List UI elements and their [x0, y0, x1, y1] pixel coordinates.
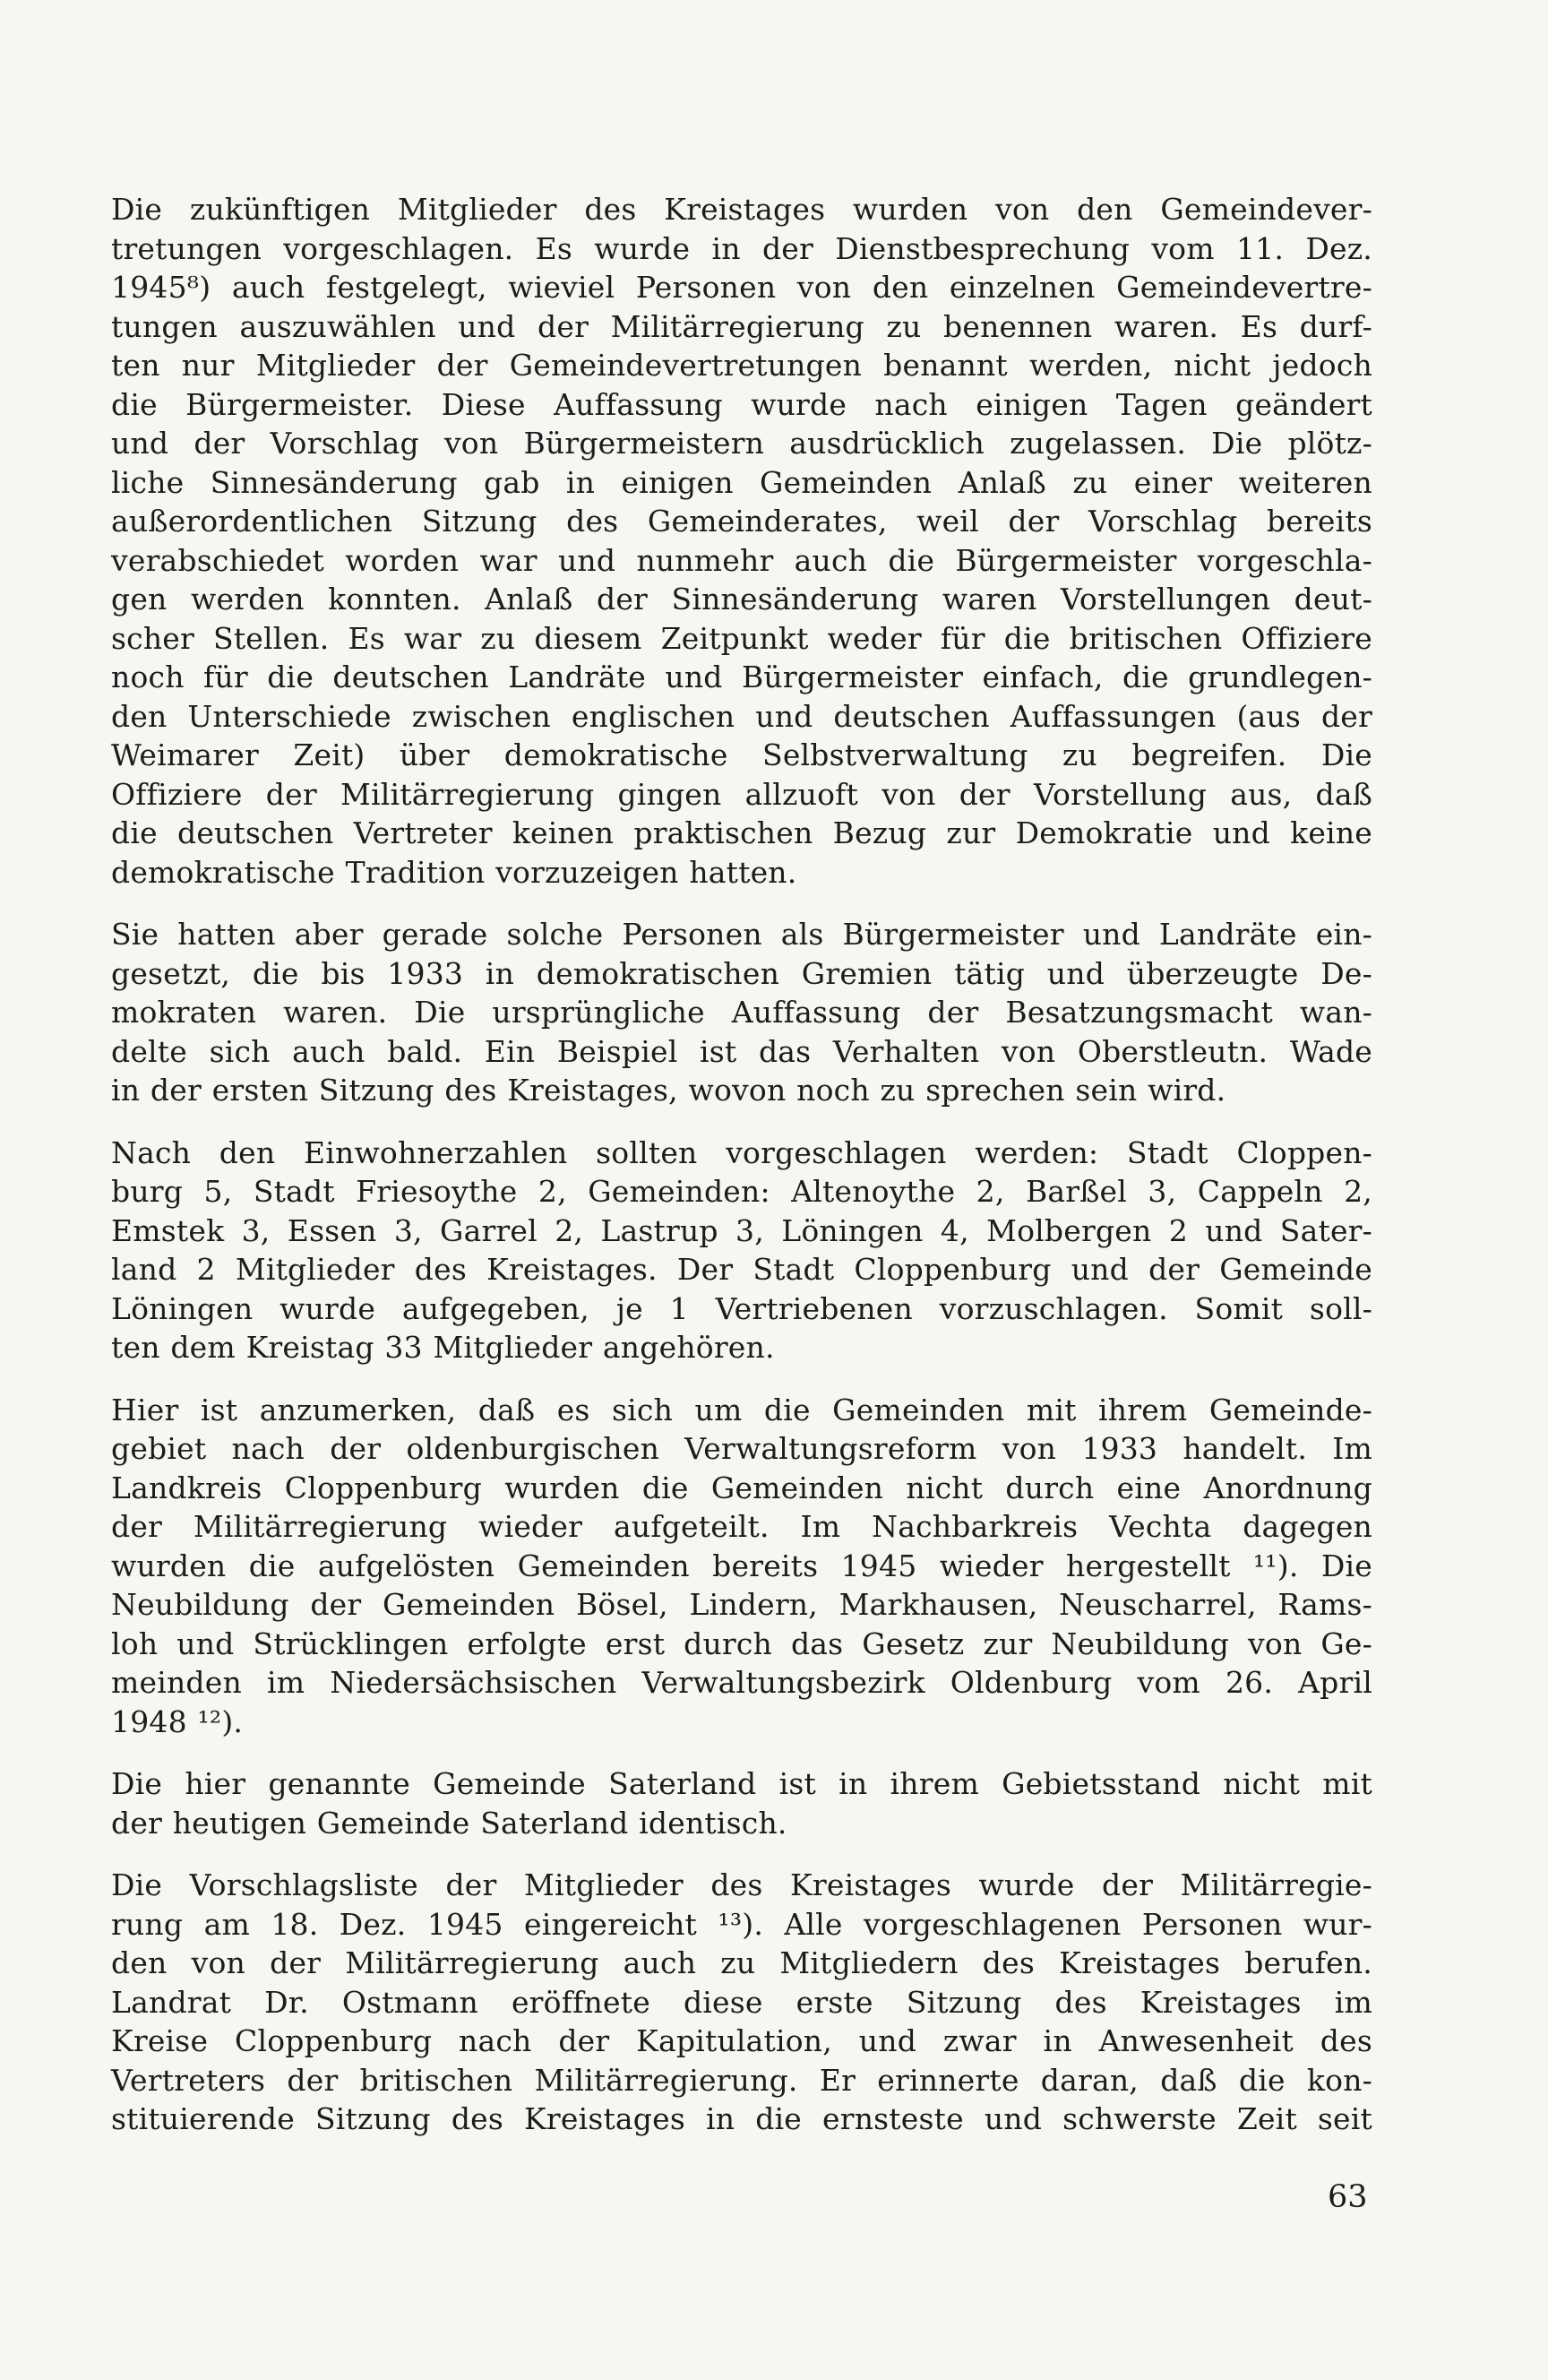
- text-line: Emstek 3, Essen 3, Garrel 2, Lastrup 3, Löningen 4, Molbergen 2 und Sater-: [111, 1212, 1372, 1248]
- text-line: wurden die aufgelösten Gemeinden bereits 1945 wieder hergestellt ¹¹). Die: [111, 1548, 1372, 1583]
- text-line: liche Sinnesänderung gab in einigen Gemeinden Anlaß zu einer weiteren: [111, 464, 1372, 500]
- text-line: 1948 ¹²).: [111, 1703, 244, 1739]
- text-line: Sie hatten aber gerade solche Personen als Bürgermeister und Landräte ein-: [111, 917, 1372, 952]
- text-line: mokraten waren. Die ursprüngliche Auffassung der Besatzungsmacht wan-: [111, 995, 1372, 1030]
- text-line: ten nur Mitglieder der Gemeindevertretungen benannt werden, nicht jedoch: [111, 348, 1372, 383]
- text-line: gen werden konnten. Anlaß der Sinnesänderung waren Vorstellungen deut-: [111, 582, 1372, 617]
- text-line: Landkreis Cloppenburg wurden die Gemeinden nicht durch eine Anordnung: [111, 1470, 1372, 1505]
- text-line: der heutigen Gemeinde Saterland identisch.: [111, 1805, 787, 1841]
- text-line: und der Vorschlag von Bürgermeistern ausdrücklich zugelassen. Die plötz-: [111, 426, 1372, 461]
- text-line: tretungen vorgeschlagen. Es wurde in der Dienstbesprechung vom 11. Dez.: [111, 230, 1372, 266]
- paragraph-4: [111, 1391, 1372, 1742]
- paragraph-5: [111, 1764, 1372, 1842]
- text-line: noch für die deutschen Landräte und Bürgermeister einfach, die grundlegen-: [111, 660, 1372, 694]
- paragraph-6: [111, 1866, 1372, 2139]
- text-line: Nach den Einwohnerzahlen sollten vorgeschlagen werden: Stadt Cloppen-: [111, 1134, 1372, 1170]
- text-line: delte sich auch bald. Ein Beispiel ist das Verhalten von Oberstleutn. Wade: [111, 1033, 1372, 1069]
- text-line: scher Stellen. Es war zu diesem Zeitpunkt weder für die britischen Offiziere: [111, 620, 1372, 656]
- text-line: stituierende Sitzung des Kreistages in die ernsteste und schwerste Zeit seit: [111, 2101, 1372, 2136]
- text-line: verabschiedet worden war und nunmehr auch die Bürgermeister vorgeschla-: [111, 542, 1372, 578]
- text-line: loh und Strücklingen erfolgte erst durch das Gesetz zur Neubildung von Ge-: [111, 1625, 1372, 1661]
- text-line: Landrat Dr. Ostmann eröffnete diese erste Sitzung des Kreistages im: [111, 1984, 1372, 2020]
- text-line: burg 5, Stadt Friesoythe 2, Gemeinden: Altenoythe 2, Barßel 3, Cappeln 2,: [111, 1174, 1372, 1209]
- paragraph-2: [111, 915, 1372, 1110]
- text-line: Kreise Cloppenburg nach der Kapitulation, und zwar in Anwesenheit des: [111, 2023, 1372, 2058]
- page-number: 63: [1328, 2179, 1368, 2215]
- paragraph-3: [111, 1134, 1372, 1367]
- text-line: die deutschen Vertreter keinen praktischen Bezug zur Demokratie und keine: [111, 815, 1372, 850]
- text-line: den von der Militärregierung auch zu Mitgliedern des Kreistages berufen.: [111, 1945, 1372, 1980]
- text-line: Neubildung der Gemeinden Bösel, Lindern, Markhausen, Neuscharrel, Rams-: [111, 1587, 1372, 1622]
- text-line: land 2 Mitglieder des Kreistages. Der Stadt Cloppenburg und der Gemeinde: [111, 1252, 1372, 1287]
- text-line: Hier ist anzumerken, daß es sich um die Gemeinden mit ihrem Gemeinde-: [111, 1392, 1372, 1427]
- text-line: gesetzt, die bis 1933 in demokratischen Gremien tätig und überzeugte De-: [111, 955, 1372, 991]
- text-line: gebiet nach der oldenburgischen Verwaltungsreform von 1933 handelt. Im: [111, 1431, 1372, 1466]
- text-line: ten dem Kreistag 33 Mitglieder angehören.: [111, 1330, 775, 1365]
- text-line: die Bürgermeister. Diese Auffassung wurde nach einigen Tagen geändert: [111, 386, 1372, 422]
- paragraph-1: [111, 190, 1372, 892]
- text-line: den Unterschiede zwischen englischen und deutschen Auffassungen (aus der: [111, 698, 1372, 734]
- text-line: 1945⁸) auch festgelegt, wieviel Personen von den einzelnen Gemeindevertre-: [111, 270, 1372, 305]
- text-line: Löningen wurde aufgegeben, je 1 Vertriebenen vorzuschlagen. Somit soll-: [111, 1290, 1372, 1326]
- text-line: in der ersten Sitzung des Kreistages, wovon noch zu sprechen sein wird.: [111, 1073, 1226, 1108]
- text-line: demokratische Tradition vorzuzeigen hatten.: [111, 854, 797, 890]
- text-line: meinden im Niedersächsischen Verwaltungsbezirk Oldenburg vom 26. April: [111, 1665, 1372, 1700]
- text-line: außerordentlichen Sitzung des Gemeinderates, weil der Vorschlag bereits: [111, 504, 1372, 539]
- text-line: rung am 18. Dez. 1945 eingereicht ¹³). Alle vorgeschlagenen Personen wur-: [111, 1906, 1372, 1942]
- text-line: der Militärregierung wieder aufgeteilt. Im Nachbarkreis Vechta dagegen: [111, 1509, 1372, 1544]
- text-line: tungen auszuwählen und der Militärregierung zu benennen waren. Es durf-: [111, 308, 1372, 344]
- page-body: [111, 190, 1372, 2162]
- text-line: Weimarer Zeit) über demokratische Selbstverwaltung zu begreifen. Die: [111, 737, 1372, 772]
- text-line: Die hier genannte Gemeinde Saterland ist in ihrem Gebietsstand nicht mit: [111, 1766, 1372, 1801]
- text-line: Die zukünftigen Mitglieder des Kreistages wurden von den Gemeindever-: [111, 192, 1372, 227]
- text-line: Offiziere der Militärregierung gingen allzuoft von der Vorstellung aus, daß: [111, 776, 1372, 812]
- text-line: Die Vorschlagsliste der Mitglieder des Kreistages wurde der Militärregie-: [111, 1867, 1372, 1902]
- text-line: Vertreters der britischen Militärregierung. Er erinnerte daran, daß die kon-: [111, 2062, 1372, 2098]
